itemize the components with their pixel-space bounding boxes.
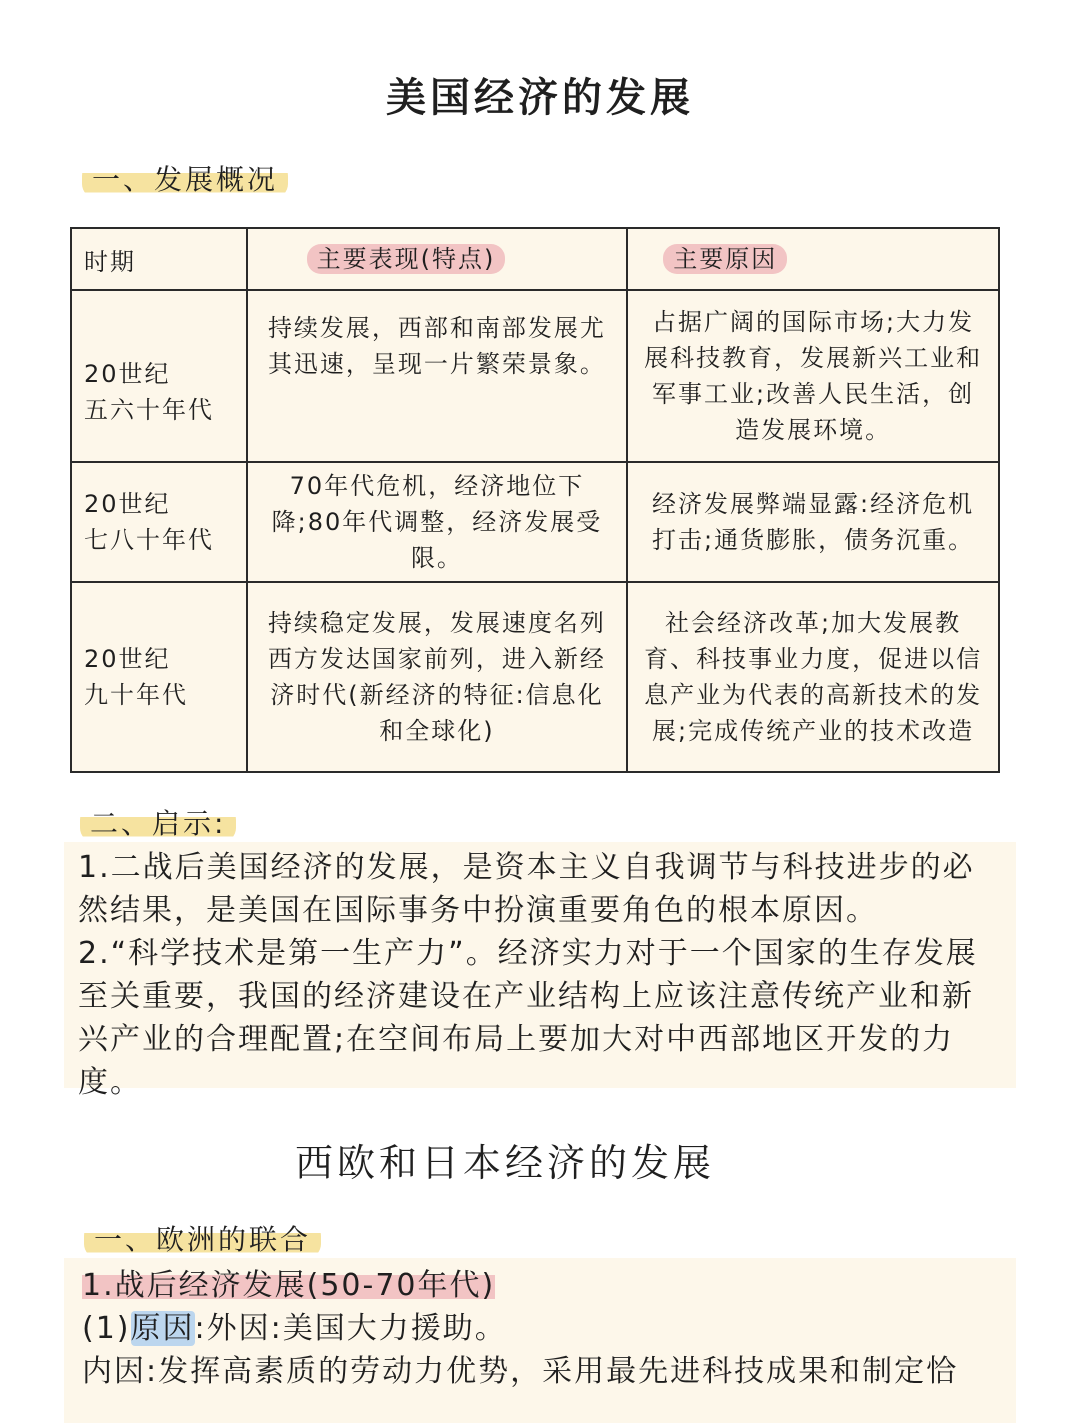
cause-text: 社会经济改革;加大发展教育、科技事业力度，促进以信息产业为代表的高新技术的发展;完成传统产业的技术改造 [644,609,983,745]
insight-paragraph-2: 2.“科学技术是第一生产力”。经济实力对于一个国家的生存发展至关重要，我国的经济建设在产业结构上应该注意传统产业和新兴产业的合理配置;在空间布局上要加大对中西部地区开发的力度。 [78,936,978,1100]
period-cell [71,290,247,462]
overview-table [70,227,1000,773]
europe-line-3: 内因:发挥高素质的劳动力优势，采用最先进科技成果和制定恰 [82,1354,959,1389]
page-title: 美国经济的发展 [386,75,694,121]
header-period: 时期 [71,228,247,290]
period-text: 20世纪 九十年代 [84,645,188,709]
europe-line-2 [82,1307,998,1350]
period-text: 20世纪 五六十年代 [84,360,214,424]
period-text: 20世纪 七八十年代 [84,490,214,554]
header-cause [627,228,999,290]
europe-box [64,1258,1016,1423]
insights-box [64,842,1016,1100]
table-row [71,582,999,772]
insight-paragraph-1: 1.二战后美国经济的发展，是资本主义自我调节与科技进步的必然结果，是美国在国际事务中扮演重要角色的根本原因。 [78,850,975,928]
performance-text: 持续发展，西部和南部发展尤其迅速，呈现一片繁荣景象。 [267,314,606,378]
section-heading-europe: 一、欧洲的联合 [84,1222,321,1258]
section-heading-insights: 二、启示: [80,806,236,842]
performance-text: 70年代危机，经济地位下降;80年代调整，经济发展受限。 [271,472,603,572]
header-performance [247,228,628,290]
cause-text: 占据广阔的国际市场;大力发展科技教育，发展新兴工业和军事工业;改善人民生活，创造发展环境。 [644,308,983,444]
period-cell [71,462,247,582]
second-title: 西欧和日本经济的发展 [294,1141,715,1185]
europe-line-2-rest: :外因:美国大力援助。 [194,1311,507,1346]
period-cell [71,582,247,772]
performance-text: 持续稳定发展，发展速度名列西方发达国家前列，进入新经济时代(新经济的特征:信息化和全球化) [267,609,606,745]
table-row [71,462,999,582]
cause-cell [627,462,999,582]
cause-cell [627,290,999,462]
table-header-row [71,228,999,290]
header-performance-label: 主要表现(特点) [307,244,506,274]
europe-line-2-prefix: (1) [82,1311,131,1346]
performance-cell [247,462,628,582]
performance-cell [247,290,628,462]
europe-line-1: 1.战后经济发展(50-70年代) [82,1268,496,1303]
section-heading-overview: 一、发展概况 [82,162,288,198]
cause-cell [627,582,999,772]
performance-cell [247,582,628,772]
cause-text: 经济发展弊端显露:经济危机打击;通货膨胀，债务沉重。 [652,490,975,554]
header-cause-label: 主要原因 [663,244,787,274]
reason-highlight: 原因 [130,1311,195,1346]
table-row [71,290,999,462]
